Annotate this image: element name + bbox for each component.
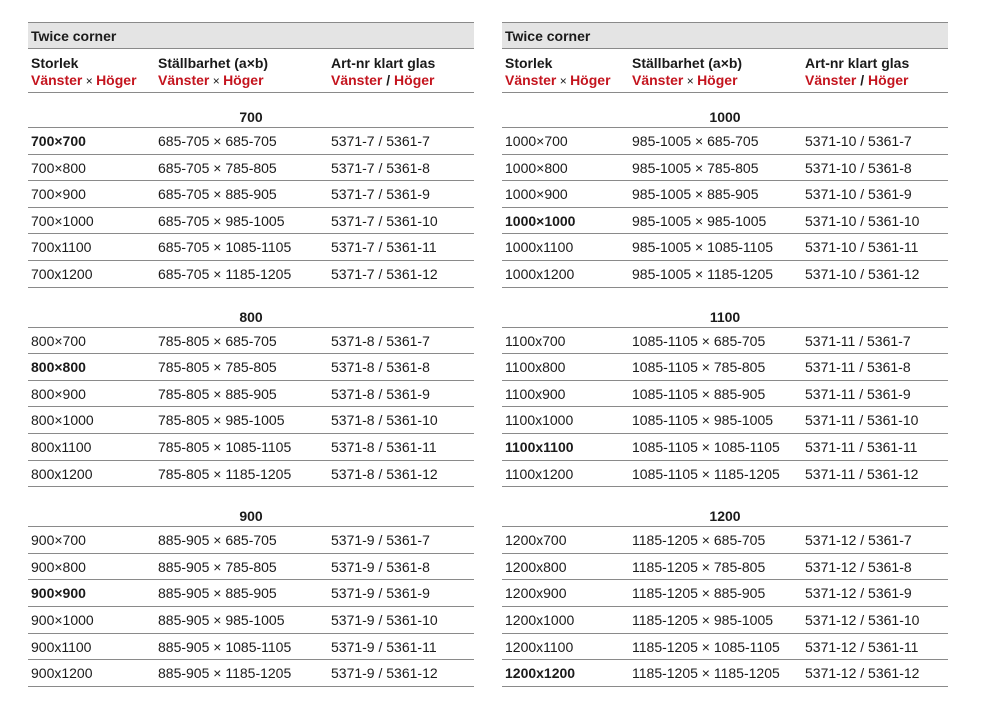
size-cell: 1200x700 (505, 532, 567, 549)
table-row (502, 634, 948, 661)
header-storlek (502, 55, 632, 92)
article-number-cell: 5371-7 / 5361-12 (331, 265, 438, 282)
adjustability-cell: 985-1005 × 685-705 (632, 133, 759, 149)
size-cell: 900×700 (31, 532, 86, 549)
size-cell: 1100x1100 (505, 438, 574, 455)
header-right-word: Höger (223, 72, 264, 88)
article-number-cell: 5371-9 / 5361-7 (331, 532, 430, 549)
header-col1-label: Storlek (505, 55, 553, 71)
table-row (502, 461, 948, 488)
table-row (28, 607, 474, 634)
adjustability-cell: 1185-1205 × 785-805 (632, 558, 766, 575)
header-times: × (212, 74, 220, 88)
adjustability-cell: 1085-1105 × 885-905 (632, 385, 766, 402)
table-header (502, 48, 948, 93)
table-row (502, 261, 948, 288)
article-number-cell: 5371-9 / 5361-11 (331, 638, 437, 655)
size-cell: 800x1200 (31, 465, 93, 482)
size-cell: 900×800 (31, 558, 86, 575)
article-number-cell: 5371-8 / 5361-8 (331, 359, 430, 376)
header-slash: / (860, 72, 865, 88)
group-header: 1200 (502, 487, 948, 527)
article-number-cell: 5371-8 / 5361-12 (331, 465, 438, 482)
product-table-left (28, 22, 474, 687)
adjustability-cell: 685-705 × 1185-1205 (158, 265, 292, 282)
adjustability-cell: 985-1005 × 885-905 (632, 186, 759, 203)
size-cell: 1100x900 (505, 385, 566, 402)
article-number-cell: 5371-12 / 5361-10 (805, 611, 920, 628)
header-times: × (559, 74, 567, 88)
table-row (502, 381, 948, 408)
header-left-word: Vänster (632, 72, 684, 88)
table-row (28, 261, 474, 288)
table-row (28, 155, 474, 182)
table-title: Twice corner (502, 22, 948, 48)
article-number-cell: 5371-7 / 5361-9 (331, 186, 430, 203)
adjustability-cell: 685-705 × 785-805 (158, 159, 277, 176)
article-number-cell: 5371-12 / 5361-9 (805, 585, 912, 602)
adjustability-cell: 1185-1205 × 985-1005 (632, 611, 774, 628)
size-cell: 1000×800 (505, 159, 568, 176)
header-col3-label: Art-nr klart glas (805, 55, 910, 71)
header-left-word: Vänster (331, 72, 383, 88)
table-row (28, 234, 474, 261)
header-times: × (686, 74, 694, 88)
header-left-word: Vänster (31, 72, 83, 88)
table-row (28, 660, 474, 687)
table-row (502, 181, 948, 208)
size-cell: 1100x1200 (505, 465, 574, 482)
article-number-cell: 5371-12 / 5361-8 (805, 558, 912, 575)
article-number-cell: 5371-11 / 5361-10 (805, 412, 919, 429)
table-row (28, 181, 474, 208)
table-row (502, 407, 948, 434)
size-cell: 1000x1200 (505, 265, 575, 282)
size-cell: 900x1100 (31, 638, 92, 655)
adjustability-cell: 885-905 × 1085-1105 (158, 638, 292, 655)
article-number-cell: 5371-11 / 5361-11 (805, 438, 918, 455)
article-number-cell: 5371-10 / 5361-11 (805, 239, 919, 256)
adjustability-cell: 785-805 × 785-805 (158, 359, 277, 376)
article-number-cell: 5371-10 / 5361-7 (805, 133, 912, 149)
adjustability-cell: 685-705 × 985-1005 (158, 212, 285, 229)
size-cell: 900x1200 (31, 665, 93, 682)
table-row (28, 128, 474, 155)
adjustability-cell: 885-905 × 785-805 (158, 558, 277, 575)
adjustability-cell: 685-705 × 885-905 (158, 186, 277, 203)
size-cell: 1000×900 (505, 186, 568, 203)
article-number-cell: 5371-11 / 5361-8 (805, 359, 911, 376)
adjustability-cell: 985-1005 × 985-1005 (632, 212, 767, 229)
adjustability-cell: 985-1005 × 1085-1105 (632, 239, 774, 256)
table-row (502, 208, 948, 235)
size-cell: 800×900 (31, 385, 86, 402)
header-slash: / (386, 72, 391, 88)
size-cell: 900×900 (31, 585, 86, 602)
size-cell: 900×1000 (31, 611, 94, 628)
size-cell: 700x1100 (31, 239, 92, 256)
size-cell: 700×800 (31, 159, 86, 176)
adjustability-cell: 785-805 × 685-705 (158, 332, 277, 349)
table-row (502, 434, 948, 461)
adjustability-cell: 785-805 × 885-905 (158, 385, 277, 402)
header-right-word: Höger (96, 72, 137, 88)
header-col3-label: Art-nr klart glas (331, 55, 436, 71)
article-number-cell: 5371-12 / 5361-12 (805, 665, 920, 682)
adjustability-cell: 1085-1105 × 785-805 (632, 359, 766, 376)
table-row (502, 328, 948, 355)
header-artnr (805, 55, 948, 92)
table-row (28, 354, 474, 381)
table-row (28, 381, 474, 408)
article-number-cell: 5371-9 / 5361-9 (331, 585, 430, 602)
table-row (28, 634, 474, 661)
adjustability-cell: 1085-1105 × 1185-1205 (632, 465, 780, 482)
article-number-cell: 5371-7 / 5361-11 (331, 239, 437, 256)
size-cell: 1200x1100 (505, 638, 574, 655)
adjustability-cell: 1085-1105 × 685-705 (632, 332, 766, 349)
article-number-cell: 5371-9 / 5361-8 (331, 558, 430, 575)
article-number-cell: 5371-9 / 5361-12 (331, 665, 438, 682)
adjustability-cell: 1085-1105 × 985-1005 (632, 412, 774, 429)
table-row (28, 208, 474, 235)
article-number-cell: 5371-9 / 5361-10 (331, 611, 438, 628)
header-col1-label: Storlek (31, 55, 79, 71)
article-number-cell: 5371-7 / 5361-7 (331, 133, 430, 149)
header-stallbarhet (632, 55, 805, 92)
size-cell: 1100x700 (505, 332, 566, 349)
header-left-word: Vänster (505, 72, 557, 88)
size-cell: 800x1100 (31, 438, 92, 455)
size-cell: 800×1000 (31, 412, 94, 429)
adjustability-cell: 1185-1205 × 685-705 (632, 532, 766, 549)
size-cell: 1000x1100 (505, 239, 574, 256)
size-cell: 1200x1000 (505, 611, 575, 628)
adjustability-cell: 785-805 × 985-1005 (158, 412, 285, 429)
adjustability-cell: 885-905 × 685-705 (158, 532, 277, 549)
header-storlek (28, 55, 158, 92)
group-header: 700 (28, 93, 474, 128)
article-number-cell: 5371-8 / 5361-9 (331, 385, 430, 402)
size-cell: 1200x1200 (505, 665, 576, 682)
adjustability-cell: 885-905 × 1185-1205 (158, 665, 292, 682)
size-cell: 1100x800 (505, 359, 566, 376)
article-number-cell: 5371-12 / 5361-11 (805, 638, 919, 655)
size-cell: 800×700 (31, 332, 86, 349)
adjustability-cell: 985-1005 × 785-805 (632, 159, 759, 176)
table-header (28, 48, 474, 93)
product-table-right (502, 22, 948, 687)
adjustability-cell: 785-805 × 1085-1105 (158, 438, 292, 455)
header-times: × (85, 74, 93, 88)
article-number-cell: 5371-10 / 5361-8 (805, 159, 912, 176)
header-col2-label: Ställbarhet (a×b) (632, 55, 743, 71)
size-cell: 800×800 (31, 359, 86, 376)
article-number-cell: 5371-10 / 5361-9 (805, 186, 912, 203)
table-row (502, 660, 948, 687)
table-row (28, 580, 474, 607)
article-number-cell: 5371-10 / 5361-10 (805, 212, 920, 229)
table-row (28, 527, 474, 554)
header-col2-label: Ställbarhet (a×b) (158, 55, 269, 71)
article-number-cell: 5371-11 / 5361-12 (805, 465, 919, 482)
table-row (502, 527, 948, 554)
adjustability-cell: 785-805 × 1185-1205 (158, 465, 292, 482)
size-cell: 700×700 (31, 133, 86, 149)
article-number-cell: 5371-11 / 5361-7 (805, 332, 911, 349)
header-right-word: Höger (868, 72, 909, 88)
adjustability-cell: 685-705 × 685-705 (158, 133, 277, 149)
adjustability-cell: 1185-1205 × 1185-1205 (632, 665, 780, 682)
size-cell: 1200x900 (505, 585, 567, 602)
article-number-cell: 5371-7 / 5361-10 (331, 212, 438, 229)
table-row (28, 554, 474, 581)
table-row (502, 234, 948, 261)
article-number-cell: 5371-11 / 5361-9 (805, 385, 911, 402)
size-cell: 700×900 (31, 186, 86, 203)
header-right-word: Höger (570, 72, 611, 88)
adjustability-cell: 885-905 × 885-905 (158, 585, 277, 602)
adjustability-cell: 1185-1205 × 885-905 (632, 585, 766, 602)
table-row (502, 128, 948, 155)
header-left-word: Vänster (805, 72, 857, 88)
article-number-cell: 5371-8 / 5361-11 (331, 438, 437, 455)
adjustability-cell: 885-905 × 985-1005 (158, 611, 285, 628)
group-header: 800 (28, 288, 474, 328)
group-header: 1000 (502, 93, 948, 128)
adjustability-cell: 685-705 × 1085-1105 (158, 239, 292, 256)
size-cell: 1000×1000 (505, 212, 576, 229)
header-right-word: Höger (697, 72, 738, 88)
table-row (28, 461, 474, 488)
table-row (28, 434, 474, 461)
header-artnr (331, 55, 474, 92)
table-row (502, 607, 948, 634)
table-row (502, 580, 948, 607)
size-cell: 700×1000 (31, 212, 94, 229)
header-left-word: Vänster (158, 72, 210, 88)
table-title: Twice corner (28, 22, 474, 48)
article-number-cell: 5371-10 / 5361-12 (805, 265, 920, 282)
group-header: 1100 (502, 288, 948, 328)
adjustability-cell: 1185-1205 × 1085-1105 (632, 638, 780, 655)
header-stallbarhet (158, 55, 331, 92)
group-header: 900 (28, 487, 474, 527)
size-cell: 1100x1000 (505, 412, 574, 429)
adjustability-cell: 985-1005 × 1185-1205 (632, 265, 774, 282)
article-number-cell: 5371-8 / 5361-7 (331, 332, 430, 349)
size-cell: 1200x800 (505, 558, 567, 575)
adjustability-cell: 1085-1105 × 1085-1105 (632, 438, 780, 455)
article-number-cell: 5371-8 / 5361-10 (331, 412, 438, 429)
size-cell: 1000×700 (505, 133, 568, 149)
table-row (502, 155, 948, 182)
article-number-cell: 5371-12 / 5361-7 (805, 532, 912, 549)
table-row (502, 554, 948, 581)
article-number-cell: 5371-7 / 5361-8 (331, 159, 430, 176)
header-right-word: Höger (394, 72, 435, 88)
size-cell: 700x1200 (31, 265, 93, 282)
table-row (28, 407, 474, 434)
table-row (28, 328, 474, 355)
table-row (502, 354, 948, 381)
